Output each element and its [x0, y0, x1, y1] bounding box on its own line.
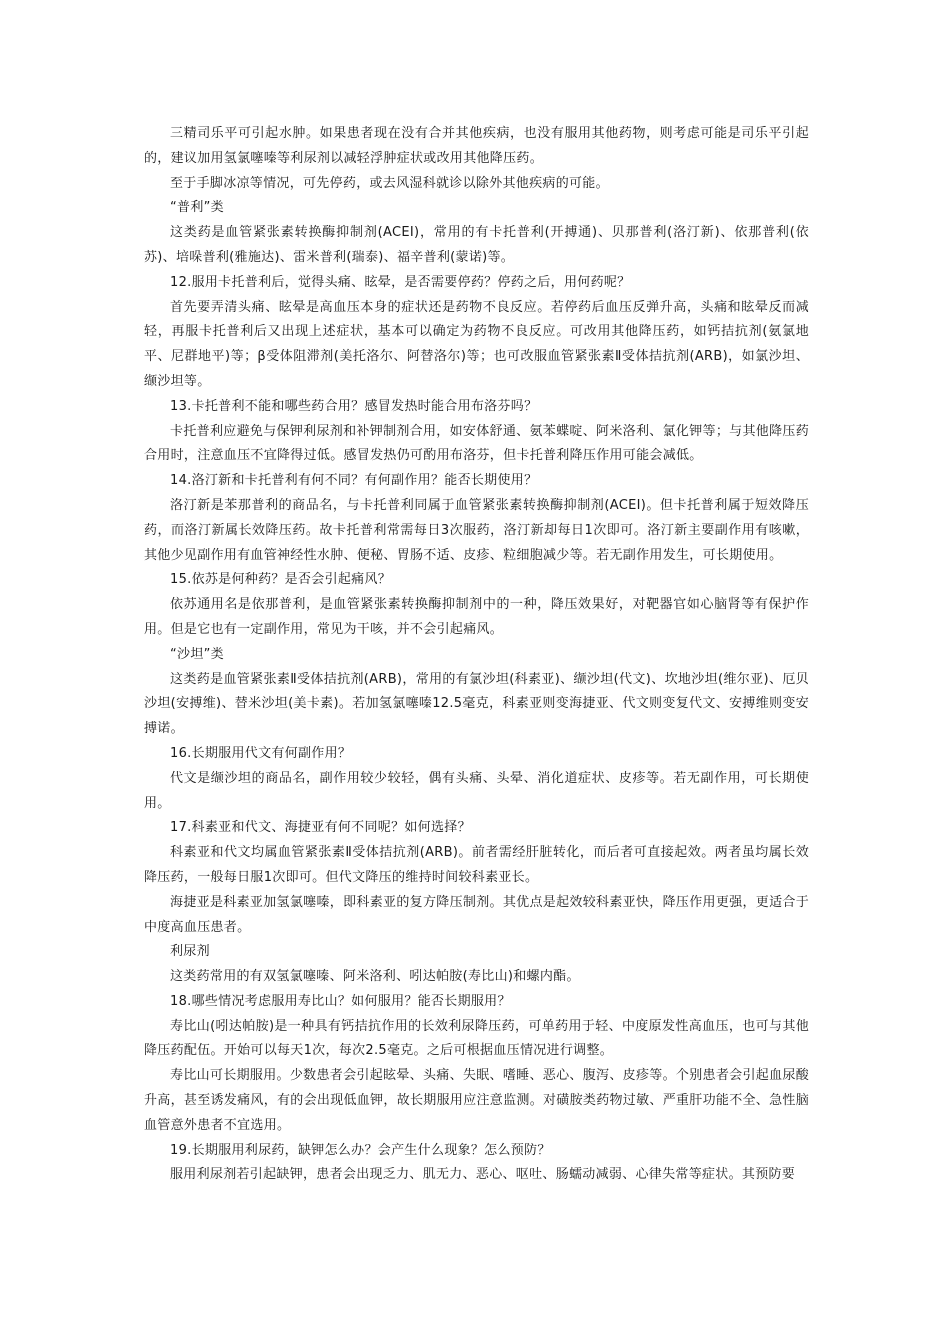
body-paragraph: 卡托普利应避免与保钾利尿剂和补钾制剂合用，如安体舒通、氨苯蝶啶、阿米洛利、氯化钾等；与其他降压药合用时，注意血压不宜降得过低。感冒发热仍可酌用布洛芬，但卡托普利降压作用可能会减低。	[144, 423, 809, 464]
question-heading: 15.依苏是何种药？是否会引起痛风？	[170, 572, 392, 588]
document-body	[144, 122, 809, 1188]
body-paragraph: 三精司乐平可引起水肿。如果患者现在没有合并其他疾病，也没有服用其他药物，则考虑可能是司乐平引起的，建议加用氢氯噻嗪等利尿剂以减轻浮肿症状或改用其他降压药。	[144, 126, 809, 166]
section-heading: “沙坦”类	[170, 646, 224, 662]
question-heading: 16.长期服用代文有何副作用？	[170, 745, 352, 761]
question-heading: 14.洛汀新和卡托普利有何不同？有何副作用？能否长期使用？	[170, 473, 538, 489]
question-heading: 17.科素亚和代文、海捷亚有何不同呢？如何选择？	[170, 820, 471, 836]
body-paragraph: 首先要弄清头痛、眩晕是高血压本身的症状还是药物不良反应。若停药后血压反弹升高，头痛和眩晕反而减轻，再服卡托普利后又出现上述症状，基本可以确定为药物不良反应。可改用其他降压药，如钙拮抗剂(氨氯地平、尼群地平)等；β受体阻滞剂(美托洛尔、阿替洛尔)等；也可改服血管紧张素Ⅱ受体拮抗剂(ARB)，如氯沙坦、缬沙坦等。	[144, 299, 809, 389]
body-paragraph: 洛汀新是苯那普利的商品名，与卡托普利同属于血管紧张素转换酶抑制剂(ACEI)。但卡托普利属于短效降压药，而洛汀新属长效降压药。故卡托普利常需每日3次服药，洛汀新却每日1次即可。洛汀新主要副作用有咳嗽，其他少见副作用有血管神经性水肿、便秘、胃肠不适、皮疹、粒细胞减少等。若无副作用发生，可长期使用。	[144, 497, 809, 563]
question-heading: 18.哪些情况考虑服用寿比山？如何服用？能否长期服用？	[170, 993, 511, 1009]
question-heading: 19.长期服用利尿药，缺钾怎么办？会产生什么现象？怎么预防？	[170, 1142, 551, 1158]
body-paragraph: 海捷亚是科素亚加氢氯噻嗪，即科素亚的复方降压制剂。其优点是起效较科素亚快，降压作用更强，更适合于中度高血压患者。	[144, 894, 809, 935]
body-paragraph: 科素亚和代文均属血管紧张素Ⅱ受体拮抗剂(ARB)。前者需经肝脏转化，而后者可直接起效。两者虽均属长效降压药，一般每日服1次即可。但代文降压的维持时间较科素亚长。	[144, 845, 809, 885]
body-paragraph: 代文是缬沙坦的商品名，副作用较少较轻，偶有头痛、头晕、消化道症状、皮疹等。若无副作用，可长期使用。	[144, 770, 809, 811]
body-paragraph: 依苏通用名是依那普利，是血管紧张素转换酶抑制剂中的一种，降压效果好，对靶器官如心脑肾等有保护作用。但是它也有一定副作用，常见为干咳，并不会引起痛风。	[144, 597, 809, 637]
body-paragraph: 至于手脚冰凉等情况，可先停药，或去风湿科就诊以除外其他疾病的可能。	[170, 175, 609, 191]
body-paragraph: 这类药常用的有双氢氯噻嗪、阿米洛利、吲达帕胺(寿比山)和螺内酯。	[170, 969, 580, 985]
section-heading: “普利”类	[170, 200, 224, 216]
body-paragraph: 寿比山(吲达帕胺)是一种具有钙拮抗作用的长效利尿降压药，可单药用于轻、中度原发性高血压，也可与其他降压药配伍。开始可以每天1次，每次2.5毫克。之后可根据血压情况进行调整。	[144, 1018, 809, 1059]
section-heading: 利尿剂	[170, 944, 210, 960]
body-paragraph: 这类药是血管紧张素Ⅱ受体拮抗剂(ARB)，常用的有氯沙坦(科素亚)、缬沙坦(代文)、坎地沙坦(维尔亚)、厄贝沙坦(安搏维)、替米沙坦(美卡素)。若加氢氯噻嗪12.5毫克，科素亚则变海捷亚、代文则变复代文、安搏维则变安搏诺。	[144, 671, 809, 737]
body-paragraph: 服用利尿剂若引起缺钾，患者会出现乏力、肌无力、恶心、呕吐、肠蠕动减弱、心律失常等症状。其预防要	[170, 1167, 796, 1183]
body-paragraph: 寿比山可长期服用。少数患者会引起眩晕、头痛、失眠、嗜睡、恶心、腹泻、皮疹等。个别患者会引起血尿酸升高，甚至诱发痛风，有的会出现低血钾，故长期服用应注意监测。对磺胺类药物过敏、严重肝功能不全、急性脑血管意外患者不宜选用。	[144, 1068, 810, 1133]
question-heading: 12.服用卡托普利后，觉得头痛、眩晕，是否需要停药？停药之后，用何药呢？	[170, 274, 631, 290]
body-paragraph: 这类药是血管紧张素转换酶抑制剂(ACEI)，常用的有卡托普利(开搏通)、贝那普利(洛汀新)、依那普利(依苏)、培哚普利(雅施达)、雷米普利(瑞泰)、福辛普利(蒙诺)等。	[144, 225, 809, 265]
question-heading: 13.卡托普利不能和哪些药合用？感冒发热时能合用布洛芬吗？	[170, 398, 538, 414]
